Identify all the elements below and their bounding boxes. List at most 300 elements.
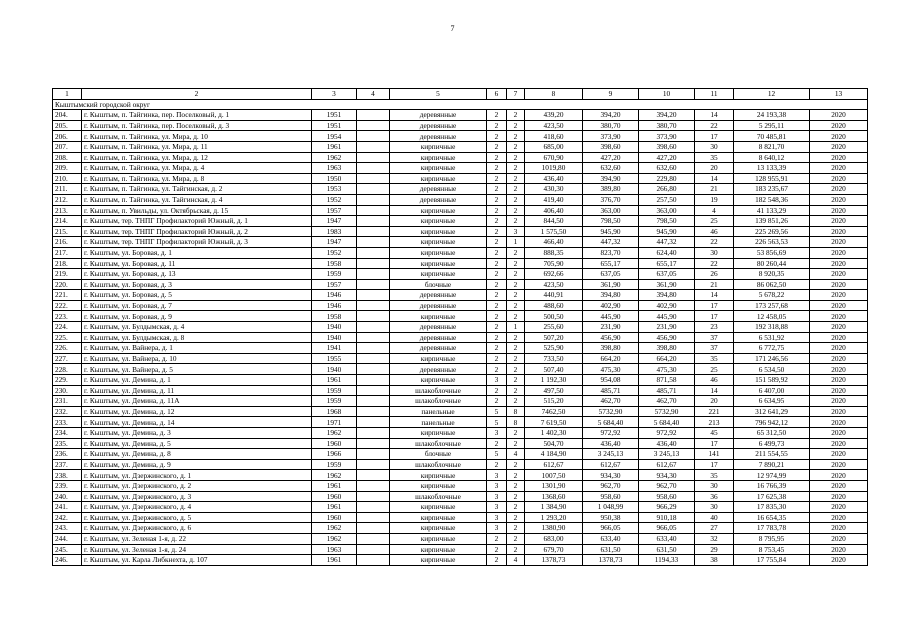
table-cell: кирпичные xyxy=(390,428,487,439)
table-cell: 1946 xyxy=(312,290,357,301)
table-cell: 3 xyxy=(487,375,507,386)
table-cell: панельные xyxy=(390,417,487,428)
table-cell: 14 xyxy=(695,173,734,184)
table-cell: 40 xyxy=(695,512,734,523)
table-cell: 192 318,88 xyxy=(734,322,810,333)
table-cell: 631,50 xyxy=(583,544,639,555)
table-cell: 2 xyxy=(487,184,507,195)
table-cell: 402,90 xyxy=(639,300,695,311)
table-cell: 2020 xyxy=(810,216,868,227)
table-cell: 3 xyxy=(487,470,507,481)
table-cell: 1959 xyxy=(312,269,357,280)
table-cell: кирпичные xyxy=(390,141,487,152)
table-cell: г. Кыштым, ул. Дзержинского, д. 4 xyxy=(82,502,312,513)
table-cell: 2 xyxy=(507,141,525,152)
table-cell: 3 245,13 xyxy=(583,449,639,460)
table-cell: 373,90 xyxy=(639,131,695,142)
table-cell: 219. xyxy=(53,269,82,280)
table-cell: 2 xyxy=(487,438,507,449)
table-cell: 380,70 xyxy=(583,120,639,131)
table-row xyxy=(53,385,868,396)
table-cell: 2020 xyxy=(810,491,868,502)
table-cell: 17 xyxy=(695,438,734,449)
table-cell: 6 634,95 xyxy=(734,396,810,407)
table-cell: 5 295,11 xyxy=(734,120,810,131)
table-cell: 213. xyxy=(53,205,82,216)
table-cell: 211 554,55 xyxy=(734,449,810,460)
table-cell xyxy=(357,449,390,460)
table-cell: 1 402,30 xyxy=(525,428,583,439)
table-cell: 2020 xyxy=(810,205,868,216)
table-cell: 1963 xyxy=(312,163,357,174)
table-cell: 504,70 xyxy=(525,438,583,449)
table-cell xyxy=(357,533,390,544)
table-cell: 13 133,39 xyxy=(734,163,810,174)
table-cell: г. Кыштым, ул. Вайнера, д. 1 xyxy=(82,343,312,354)
table-cell: 2 xyxy=(487,258,507,269)
table-cell: 2 xyxy=(507,205,525,216)
table-cell: 2 xyxy=(487,237,507,248)
table-cell: 231,90 xyxy=(583,322,639,333)
table-cell: 972,92 xyxy=(639,428,695,439)
table-cell: 2 xyxy=(487,332,507,343)
table-cell: 462,70 xyxy=(639,396,695,407)
table-cell xyxy=(357,364,390,375)
table-cell: 65 312,50 xyxy=(734,428,810,439)
table-cell: 871,58 xyxy=(639,375,695,386)
table-cell: 2 xyxy=(507,512,525,523)
table-cell: 966,05 xyxy=(583,523,639,534)
table-cell xyxy=(357,110,390,121)
table-cell: шлакоблочные xyxy=(390,459,487,470)
table-cell: деревянные xyxy=(390,194,487,205)
table-cell: 2 xyxy=(487,396,507,407)
table-cell: 958,60 xyxy=(583,491,639,502)
table-cell: 37 xyxy=(695,332,734,343)
table-cell: панельные xyxy=(390,406,487,417)
table-cell: 128 955,91 xyxy=(734,173,810,184)
table-cell: 3 xyxy=(487,512,507,523)
table-cell: 213 xyxy=(695,417,734,428)
table-cell: 80 260,44 xyxy=(734,258,810,269)
table-cell: 950,38 xyxy=(583,512,639,523)
table-cell: 1378,73 xyxy=(525,555,583,566)
table-cell: 204. xyxy=(53,110,82,121)
table-cell: 2020 xyxy=(810,194,868,205)
table-cell xyxy=(357,269,390,280)
table-cell: 25 xyxy=(695,216,734,227)
table-cell: 1961 xyxy=(312,480,357,491)
table-row xyxy=(53,163,868,174)
table-cell: 26 xyxy=(695,269,734,280)
table-cell xyxy=(357,205,390,216)
table-cell: 2 xyxy=(487,364,507,375)
table-cell: 1940 xyxy=(312,332,357,343)
table-cell: г. Кыштым, ул. Демина, д. 9 xyxy=(82,459,312,470)
table-cell: 232. xyxy=(53,406,82,417)
table-cell: 2 xyxy=(487,247,507,258)
table-cell: 1971 xyxy=(312,417,357,428)
table-cell xyxy=(357,322,390,333)
table-cell: 664,20 xyxy=(639,353,695,364)
table-cell: 29 xyxy=(695,544,734,555)
table-row xyxy=(53,343,868,354)
column-header: 13 xyxy=(810,89,868,100)
table-cell: 86 062,50 xyxy=(734,279,810,290)
table-cell xyxy=(357,141,390,152)
table-cell xyxy=(357,163,390,174)
table-cell: 445,90 xyxy=(639,311,695,322)
table-cell: 5732,90 xyxy=(583,406,639,417)
table-cell: 45 xyxy=(695,428,734,439)
table-cell: 1951 xyxy=(312,120,357,131)
table-cell: 954,08 xyxy=(583,375,639,386)
table-cell: 27 xyxy=(695,523,734,534)
table-cell: 1952 xyxy=(312,247,357,258)
table-cell: деревянные xyxy=(390,300,487,311)
table-cell: 2020 xyxy=(810,523,868,534)
table-cell: кирпичные xyxy=(390,258,487,269)
table-cell: 23 xyxy=(695,322,734,333)
table-cell: шлакоблочные xyxy=(390,385,487,396)
table-cell: 35 xyxy=(695,470,734,481)
table-cell: 2020 xyxy=(810,237,868,248)
table-cell: 2 xyxy=(487,385,507,396)
table-cell: г. Кыштым, ул. Боровая, д. 1 xyxy=(82,247,312,258)
table-cell xyxy=(357,216,390,227)
table-cell: 394,80 xyxy=(639,290,695,301)
table-cell: 17 755,84 xyxy=(734,555,810,566)
table-cell: кирпичные xyxy=(390,269,487,280)
table-cell: г. Кыштым, ул. Боровая, д. 5 xyxy=(82,290,312,301)
table-cell: 1968 xyxy=(312,406,357,417)
table-row xyxy=(53,205,868,216)
table-cell xyxy=(357,385,390,396)
table-cell: 475,30 xyxy=(583,364,639,375)
table-cell: 497,50 xyxy=(525,385,583,396)
table-cell: 17 xyxy=(695,311,734,322)
table-cell: 394,20 xyxy=(639,110,695,121)
table-cell: 4 xyxy=(507,449,525,460)
table-cell: блочные xyxy=(390,279,487,290)
table-cell: 2 xyxy=(507,385,525,396)
table-cell xyxy=(357,512,390,523)
table-cell: 239. xyxy=(53,480,82,491)
table-row xyxy=(53,533,868,544)
table-cell: 1963 xyxy=(312,544,357,555)
table-row xyxy=(53,353,868,364)
table-cell: 7462,50 xyxy=(525,406,583,417)
table-cell: 1 293,20 xyxy=(525,512,583,523)
table-cell: 398,60 xyxy=(639,141,695,152)
table-cell: 488,60 xyxy=(525,300,583,311)
table-cell: 475,30 xyxy=(639,364,695,375)
table-cell: 8 xyxy=(507,406,525,417)
table-cell: 38 xyxy=(695,555,734,566)
table-cell: шлакоблочные xyxy=(390,396,487,407)
table-cell xyxy=(357,470,390,481)
table-cell: 796 942,12 xyxy=(734,417,810,428)
table-cell: 8 795,95 xyxy=(734,533,810,544)
table-cell: 2020 xyxy=(810,269,868,280)
table-cell: 3 xyxy=(507,226,525,237)
table-cell: 798,50 xyxy=(639,216,695,227)
table-cell: 389,80 xyxy=(583,184,639,195)
table-cell: 447,32 xyxy=(639,237,695,248)
table-cell: 2 xyxy=(487,544,507,555)
table-cell: 1947 xyxy=(312,216,357,227)
table-cell xyxy=(357,353,390,364)
table-cell: г. Кыштым, ул. Вайнера, д. 10 xyxy=(82,353,312,364)
table-cell: 2 xyxy=(507,480,525,491)
table-cell xyxy=(357,428,390,439)
table-cell: 962,70 xyxy=(583,480,639,491)
table-cell: 945,90 xyxy=(583,226,639,237)
table-cell: шлакоблочные xyxy=(390,491,487,502)
table-cell: г. Кыштым, ул. Боровая, д. 13 xyxy=(82,269,312,280)
table-cell: 436,40 xyxy=(525,173,583,184)
table-cell: 17 835,30 xyxy=(734,502,810,513)
table-cell: 692,66 xyxy=(525,269,583,280)
table-cell: 423,50 xyxy=(525,279,583,290)
table-cell: 612,67 xyxy=(639,459,695,470)
table-cell: г. Кыштым, ул. Демина, д. 14 xyxy=(82,417,312,428)
table-cell: 5 xyxy=(487,417,507,428)
table-cell: 238. xyxy=(53,470,82,481)
table-cell: 1959 xyxy=(312,396,357,407)
column-header: 6 xyxy=(487,89,507,100)
table-cell: 1940 xyxy=(312,322,357,333)
table-cell: 211. xyxy=(53,184,82,195)
table-cell: 373,90 xyxy=(583,131,639,142)
table-cell: 1 xyxy=(507,237,525,248)
table-row xyxy=(53,364,868,375)
table-cell: 1960 xyxy=(312,512,357,523)
table-cell: 394,80 xyxy=(583,290,639,301)
table-cell: 3 xyxy=(487,502,507,513)
table-cell: 1957 xyxy=(312,279,357,290)
table-cell: 1966 xyxy=(312,449,357,460)
table-cell: 361,90 xyxy=(583,279,639,290)
table-cell: кирпичные xyxy=(390,173,487,184)
table-row xyxy=(53,459,868,470)
table-cell: 53 856,69 xyxy=(734,247,810,258)
table-cell: 1962 xyxy=(312,470,357,481)
table-cell: 241. xyxy=(53,502,82,513)
table-cell: 221 xyxy=(695,406,734,417)
table-cell: 2020 xyxy=(810,396,868,407)
table-cell: 4 xyxy=(695,205,734,216)
column-header: 7 xyxy=(507,89,525,100)
table-cell: 2020 xyxy=(810,322,868,333)
table-cell: 22 xyxy=(695,120,734,131)
table-cell: кирпичные xyxy=(390,533,487,544)
table-row xyxy=(53,480,868,491)
table-cell: 664,20 xyxy=(583,353,639,364)
table-cell: 2 xyxy=(487,226,507,237)
table-cell: 2 xyxy=(507,279,525,290)
table-cell: 231. xyxy=(53,396,82,407)
table-cell: 6 499,73 xyxy=(734,438,810,449)
table-cell: 2020 xyxy=(810,449,868,460)
table-cell: 2 xyxy=(507,396,525,407)
table-cell: 2 xyxy=(487,353,507,364)
table-row xyxy=(53,173,868,184)
table-cell: 8 821,70 xyxy=(734,141,810,152)
table-cell: 966,05 xyxy=(639,523,695,534)
table-cell: 237. xyxy=(53,459,82,470)
table-cell: 225 269,56 xyxy=(734,226,810,237)
table-cell: г. Кыштым, ул. Зеленая 1-я, д. 22 xyxy=(82,533,312,544)
table-cell: 208. xyxy=(53,152,82,163)
table-cell: 2 xyxy=(487,173,507,184)
table-row xyxy=(53,470,868,481)
table-cell: 3 245,13 xyxy=(639,449,695,460)
table-row xyxy=(53,406,868,417)
table-cell: 16 654,35 xyxy=(734,512,810,523)
table-cell: 2 xyxy=(507,353,525,364)
table-cell: 20 xyxy=(695,396,734,407)
table-cell: 1953 xyxy=(312,184,357,195)
table-cell: 16 766,39 xyxy=(734,480,810,491)
table-row xyxy=(53,247,868,258)
table-cell: 21 xyxy=(695,184,734,195)
table-cell: 1961 xyxy=(312,141,357,152)
table-cell: 8 xyxy=(507,417,525,428)
column-header: 2 xyxy=(82,89,312,100)
table-cell: 363,00 xyxy=(639,205,695,216)
table-cell: деревянные xyxy=(390,364,487,375)
table-cell: 19 xyxy=(695,194,734,205)
table-cell: 2020 xyxy=(810,120,868,131)
table-cell: 466,40 xyxy=(525,237,583,248)
table-cell: блочные xyxy=(390,449,487,460)
table-cell: 218. xyxy=(53,258,82,269)
table-cell: 637,05 xyxy=(583,269,639,280)
table-cell: 2 xyxy=(487,205,507,216)
table-cell: г. Кыштым, ул. Булдымская, д. 8 xyxy=(82,332,312,343)
table-cell: кирпичные xyxy=(390,470,487,481)
table-cell: 427,20 xyxy=(639,152,695,163)
table-cell: 1007,50 xyxy=(525,470,583,481)
table-cell: 436,40 xyxy=(639,438,695,449)
table-cell: г. Кыштым, п. Тайгинка, ул. Мира, д. 4 xyxy=(82,163,312,174)
table-cell: 363,00 xyxy=(583,205,639,216)
table-cell: 1194,33 xyxy=(639,555,695,566)
table-cell: 2020 xyxy=(810,163,868,174)
table-cell: 5 xyxy=(487,406,507,417)
table-cell: 230. xyxy=(53,385,82,396)
table-cell: 210. xyxy=(53,173,82,184)
table-cell: 2 xyxy=(507,269,525,280)
table-cell: 4 184,90 xyxy=(525,449,583,460)
table-cell: 6 407,00 xyxy=(734,385,810,396)
column-header: 8 xyxy=(525,89,583,100)
table-cell: 2020 xyxy=(810,364,868,375)
table-cell: 2 xyxy=(487,120,507,131)
table-cell: кирпичные xyxy=(390,311,487,322)
table-cell: 2 xyxy=(507,216,525,227)
table-cell: 171 246,56 xyxy=(734,353,810,364)
table-cell: 418,60 xyxy=(525,131,583,142)
table-cell: 440,91 xyxy=(525,290,583,301)
table-cell: г. Кыштым, ул. Демина, д. 11А xyxy=(82,396,312,407)
table-cell xyxy=(357,152,390,163)
table-cell: кирпичные xyxy=(390,163,487,174)
table-cell: 2 xyxy=(507,533,525,544)
table-cell: 1955 xyxy=(312,353,357,364)
table-cell: 2020 xyxy=(810,480,868,491)
table-cell: 216. xyxy=(53,237,82,248)
table-cell: 243. xyxy=(53,523,82,534)
table-row xyxy=(53,120,868,131)
table-cell: 1983 xyxy=(312,226,357,237)
table-cell: кирпичные xyxy=(390,502,487,513)
table-cell: 1380,90 xyxy=(525,523,583,534)
table-cell: 361,90 xyxy=(639,279,695,290)
table-cell: 14 xyxy=(695,110,734,121)
table-cell: 844,50 xyxy=(525,216,583,227)
table-cell: 2 xyxy=(487,163,507,174)
table-cell: 430,30 xyxy=(525,184,583,195)
table-cell: деревянные xyxy=(390,290,487,301)
table-cell: 2020 xyxy=(810,279,868,290)
table-cell: г. Кыштым, ул. Дзержинского, д. 2 xyxy=(82,480,312,491)
table-cell: 2 xyxy=(507,311,525,322)
table-cell: 2 xyxy=(487,269,507,280)
table-cell: 1952 xyxy=(312,194,357,205)
table-cell xyxy=(357,375,390,386)
table-cell: деревянные xyxy=(390,131,487,142)
table-row xyxy=(53,131,868,142)
table-cell: г. Кыштым, п. Тайгинка, ул. Мира, д. 10 xyxy=(82,131,312,142)
table-cell: 823,70 xyxy=(583,247,639,258)
column-header: 12 xyxy=(734,89,810,100)
table-cell: 2020 xyxy=(810,385,868,396)
table-cell: 2 xyxy=(507,332,525,343)
table-cell: 2 xyxy=(487,141,507,152)
table-cell: 2 xyxy=(507,459,525,470)
table-cell: 2 xyxy=(507,438,525,449)
table-body xyxy=(53,89,868,566)
table-cell: 2020 xyxy=(810,226,868,237)
table-cell: 3 xyxy=(487,428,507,439)
table-cell: 436,40 xyxy=(583,438,639,449)
table-cell: 1962 xyxy=(312,428,357,439)
table-cell: 17 xyxy=(695,459,734,470)
table-cell: 234. xyxy=(53,428,82,439)
table-cell: г. Кыштым, ул. Демина, д. 11 xyxy=(82,385,312,396)
column-header: 11 xyxy=(695,89,734,100)
table-cell xyxy=(357,459,390,470)
table-cell: г. Кыштым, ул. Боровая, д. 7 xyxy=(82,300,312,311)
table-cell: 1954 xyxy=(312,131,357,142)
table-row xyxy=(53,269,868,280)
table-cell: 402,90 xyxy=(583,300,639,311)
table-cell: 934,30 xyxy=(639,470,695,481)
table-cell: г. Кыштым, ул. Дзержинского, д. 1 xyxy=(82,470,312,481)
table-cell: 206. xyxy=(53,131,82,142)
table-cell: 46 xyxy=(695,226,734,237)
table-cell: 2 xyxy=(487,110,507,121)
table-cell: г. Кыштым, ул. Демина, д. 12 xyxy=(82,406,312,417)
table-cell: 966,29 xyxy=(639,502,695,513)
table-cell: 685,00 xyxy=(525,141,583,152)
table-cell: г. Кыштым, ул. Демина, д. 3 xyxy=(82,428,312,439)
table-cell: 2 xyxy=(507,131,525,142)
table-cell: 229,80 xyxy=(639,173,695,184)
table-cell: 705,90 xyxy=(525,258,583,269)
